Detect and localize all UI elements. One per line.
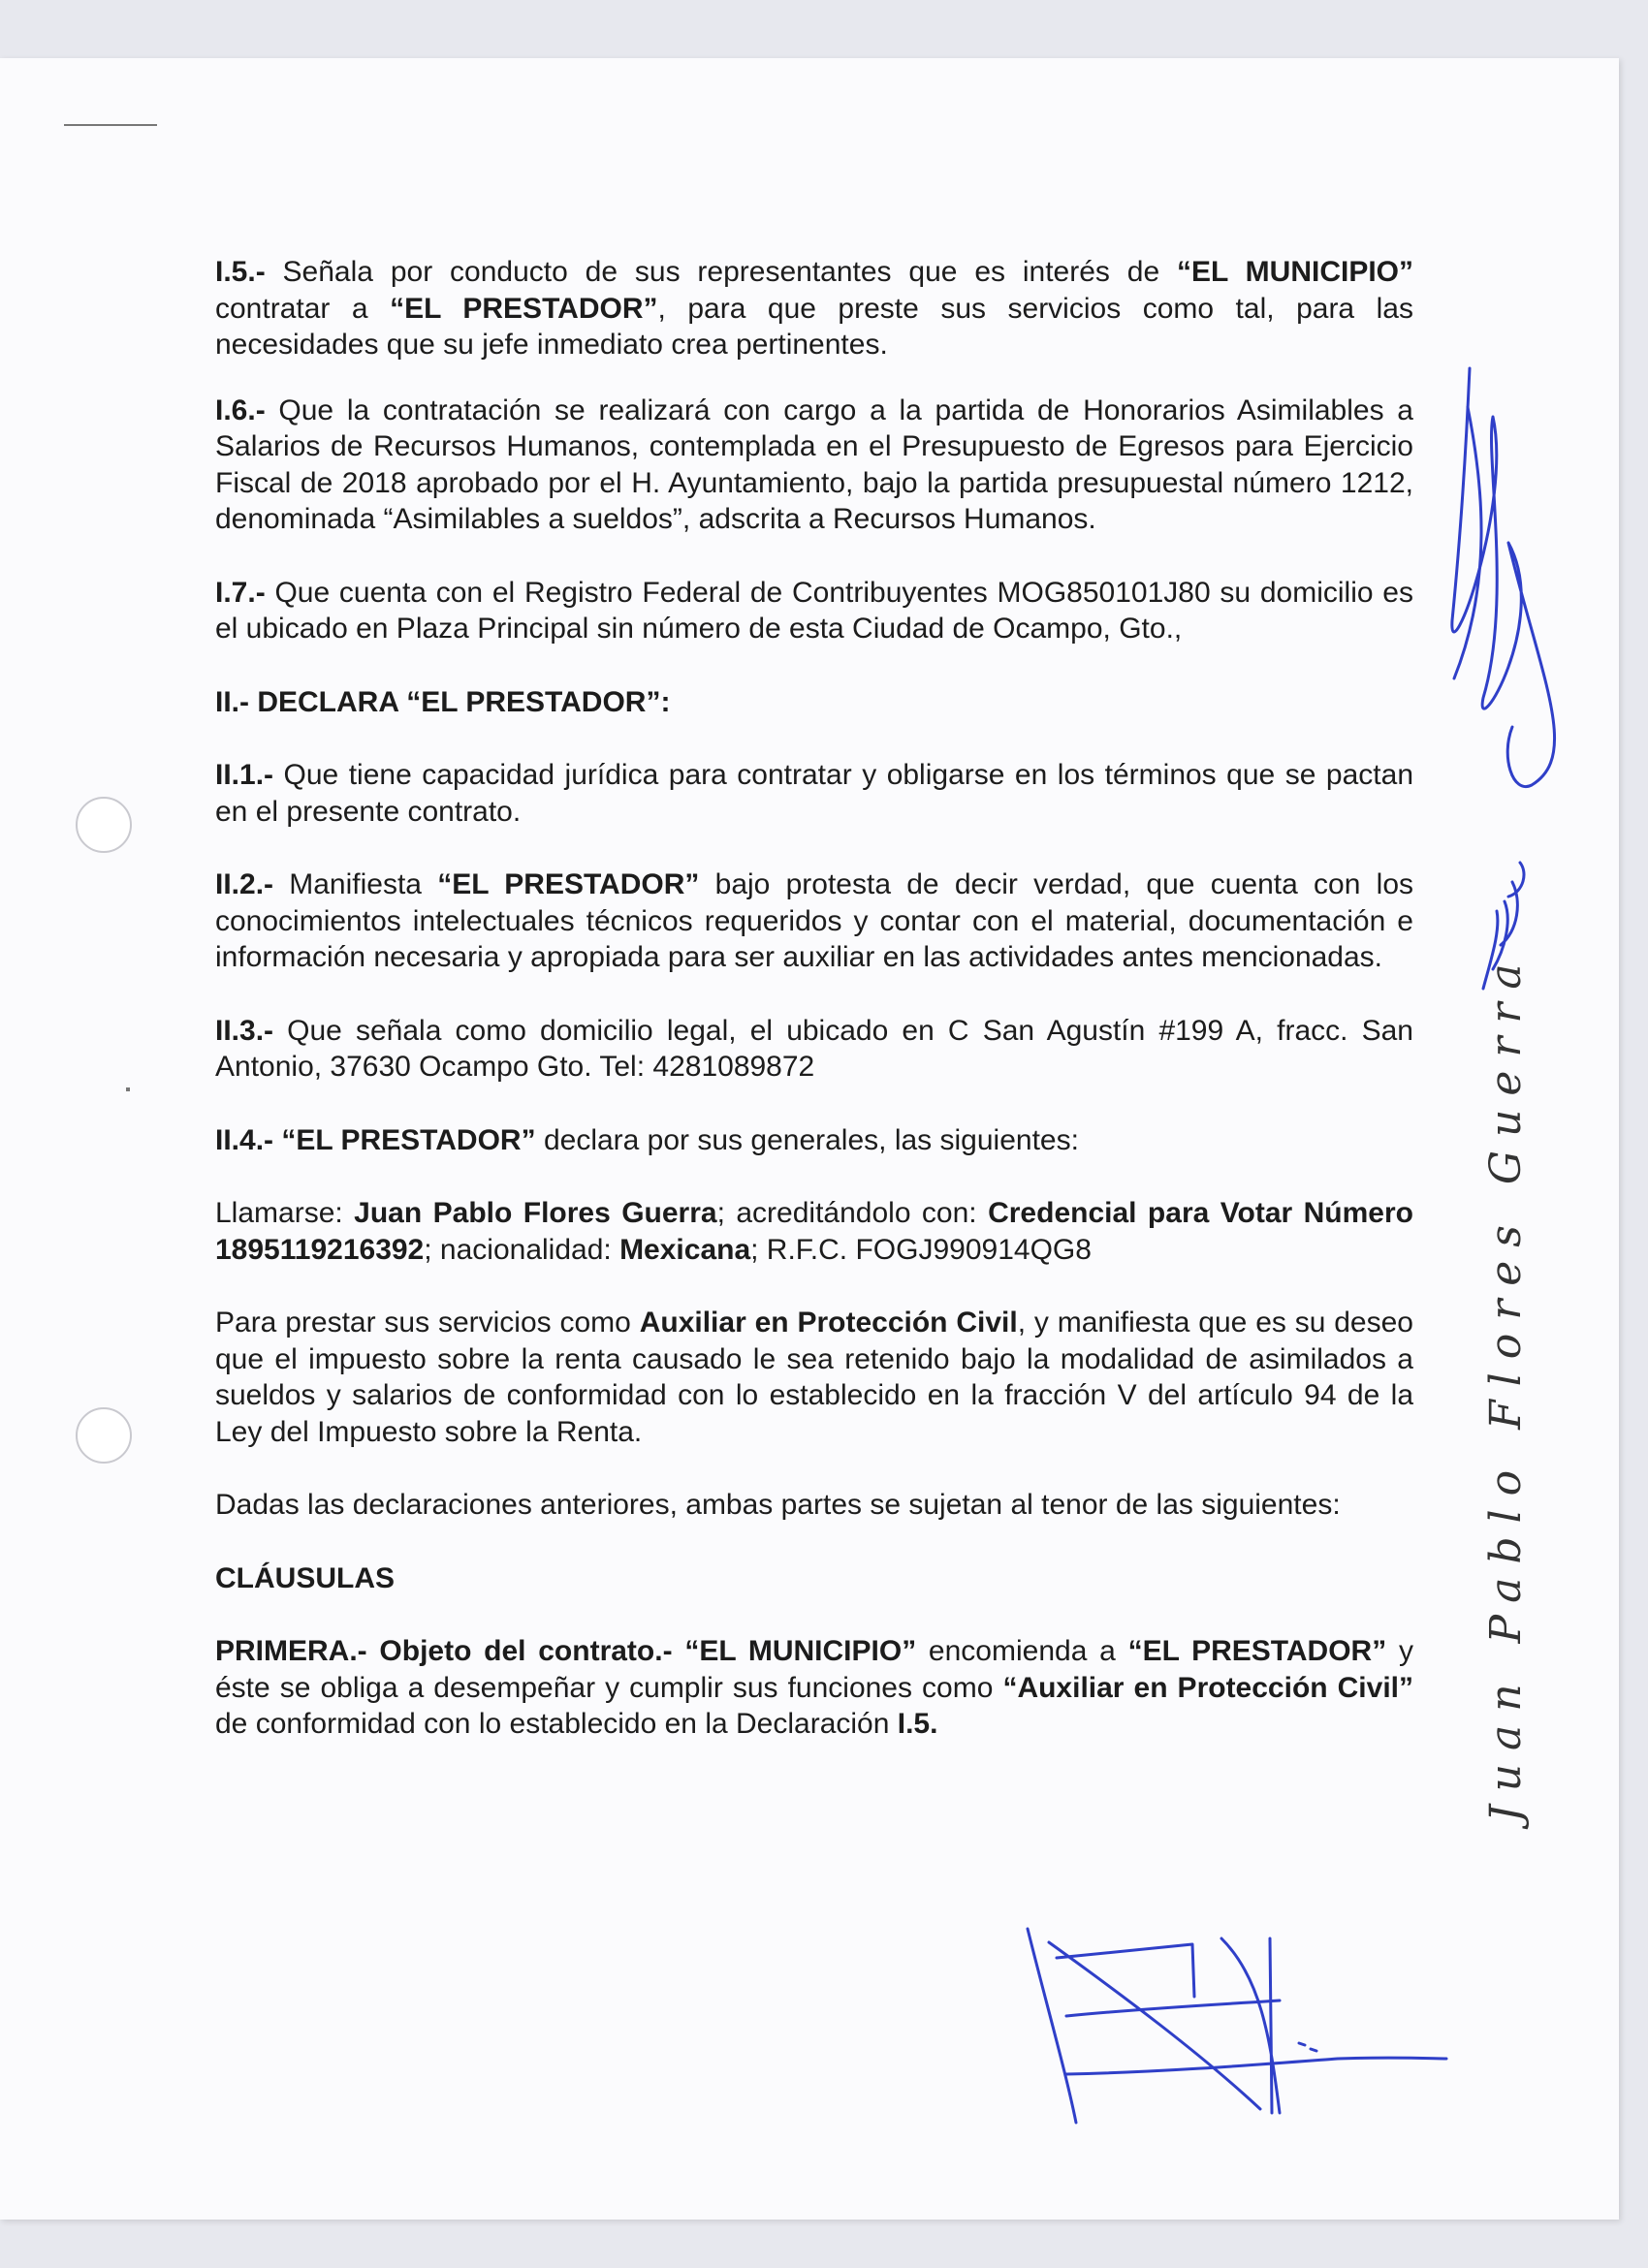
personal-data bbox=[215, 1195, 1413, 1268]
clause-label: II.2.- bbox=[215, 868, 274, 900]
scan-mark bbox=[64, 124, 157, 126]
clause-primera bbox=[215, 1633, 1413, 1743]
text: contratar a bbox=[215, 292, 391, 325]
text: y éste se obliga a desempeñar y cumplir sus funciones como bbox=[215, 1635, 1413, 1704]
clause-label: II.1.- bbox=[215, 759, 274, 791]
clausulas-heading: CLÁUSULAS bbox=[215, 1561, 395, 1594]
text: ; R.F.C. FOGJ990914QG8 bbox=[750, 1233, 1092, 1266]
text: encomienda a bbox=[916, 1635, 1128, 1667]
service-paragraph bbox=[215, 1305, 1413, 1450]
bold-text: Credencial para Votar Número 1895119216392 bbox=[215, 1197, 1413, 1266]
text: de conformidad con lo establecido en la Declaración bbox=[215, 1708, 898, 1740]
declaration-ii4 bbox=[215, 1122, 1413, 1159]
declaration-i6 bbox=[215, 393, 1413, 538]
bold-text: “EL PRESTADOR” bbox=[437, 868, 700, 900]
text: Que cuenta con el Registro Federal de Contribuyentes MOG850101J80 su domicilio es el ubicado en Plaza Principal sin número de esta Ciudad de Ocampo, Gto., bbox=[215, 576, 1413, 645]
text: Que señala como domicilio legal, el ubicado en C San Agustín #199 A, fracc. San Antonio, 37630 Ocampo Gto. Tel: 4281089872 bbox=[215, 1014, 1413, 1083]
bold-text: “EL MUNICIPIO” bbox=[1177, 256, 1414, 288]
punch-hole-top bbox=[76, 797, 132, 853]
text: ; nacionalidad: bbox=[424, 1233, 620, 1266]
punch-hole-bottom bbox=[76, 1407, 132, 1464]
declaration-i5 bbox=[215, 254, 1413, 363]
text: declara por sus generales, las siguientes: bbox=[535, 1123, 1079, 1156]
text: , y manifiesta que es su deseo que el impuesto sobre la renta causado le sea retenido bajo la modalidad de asimilados a sueldos y salarios de conformidad con lo establecido en la fracción V del artículo 94 de la Ley del Impuesto sobre la Renta. bbox=[215, 1307, 1413, 1448]
scan-dot bbox=[126, 1087, 130, 1091]
text: Llamarse: bbox=[215, 1197, 355, 1229]
bold-text: “EL PRESTADOR” bbox=[1127, 1635, 1387, 1667]
declaration-ii3 bbox=[215, 1013, 1413, 1086]
clause-label: II.4.- “EL PRESTADOR” bbox=[215, 1123, 536, 1156]
section-heading-ii: II.- DECLARA “EL PRESTADOR”: bbox=[215, 685, 671, 718]
text: , para que preste sus servicios como tal, para las necesidades que su jefe inmediato crea pertinentes. bbox=[215, 292, 1413, 361]
text: Que tiene capacidad jurídica para contratar y obligarse en los términos que se pactan en el presente contrato. bbox=[215, 759, 1413, 828]
declaration-ii2 bbox=[215, 866, 1413, 976]
clause-label: I.7.- bbox=[215, 576, 266, 609]
bold-text: Auxiliar en Protección Civil bbox=[639, 1307, 1018, 1339]
margin-signature-name: Juan Pablo Flores Guerra bbox=[1481, 950, 1531, 1822]
clause-label: II.3.- bbox=[215, 1014, 274, 1047]
bold-text: I.5. bbox=[897, 1708, 938, 1740]
bold-text: Juan Pablo Flores Guerra bbox=[354, 1197, 717, 1229]
contract-body bbox=[215, 254, 1413, 1780]
bold-text: “EL PRESTADOR” bbox=[390, 292, 658, 325]
given-declarations: Dadas las declaraciones anteriores, ambas partes se sujetan al tenor de las siguientes: bbox=[215, 1489, 1341, 1521]
bold-text: Mexicana bbox=[619, 1233, 751, 1266]
declaration-ii1 bbox=[215, 757, 1413, 830]
text: ; acreditándolo con: bbox=[716, 1197, 989, 1229]
text: Para prestar sus servicios como bbox=[215, 1307, 640, 1339]
clause-label: I.6.- bbox=[215, 394, 266, 426]
text: Señala por conducto de sus representantes que es interés de bbox=[265, 256, 1178, 288]
bold-text: “Auxiliar en Protección Civil” bbox=[1002, 1671, 1413, 1704]
declaration-i7 bbox=[215, 575, 1413, 647]
text: Que la contratación se realizará con cargo a la partida de Honorarios Asimilables a Salarios de Recursos Humanos, contemplada en el Presupuesto de Egresos para Ejercicio Fiscal de 2018 aprobado por el H. Ayuntamiento, bajo la partida presupuestal número 1212, denominada “Asimilables a sueldos”, adscrita a Recursos Humanos. bbox=[215, 394, 1413, 535]
text: Manifiesta bbox=[273, 868, 438, 900]
text: bajo protesta de decir verdad, que cuenta con los conocimientos intelectuales técnicos requeridos y contar con el material, documentación e información necesaria y apropiada para ser auxiliar en las actividades antes mencionadas. bbox=[215, 868, 1413, 973]
clause-label: PRIMERA.- Objeto del contrato.- “EL MUNICIPIO” bbox=[215, 1635, 917, 1667]
clause-label: I.5.- bbox=[215, 256, 266, 288]
